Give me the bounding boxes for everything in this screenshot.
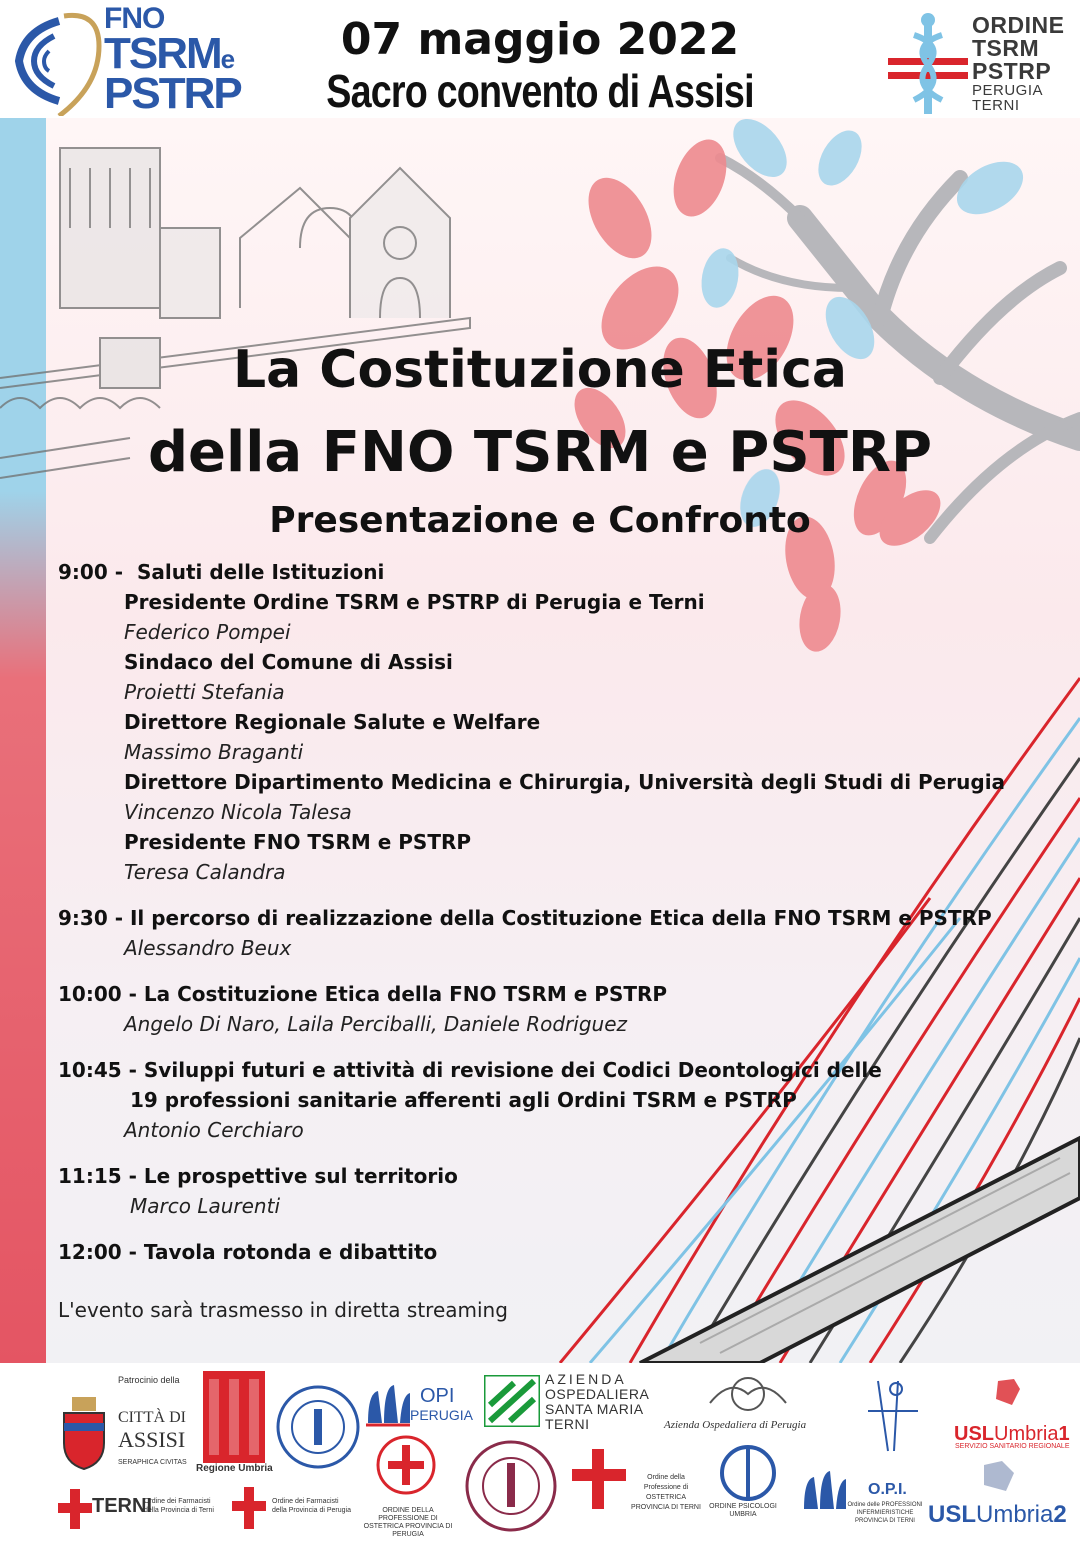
opi-perugia-1: OPI xyxy=(420,1385,455,1407)
ordine-logo-line4: PERUGIA xyxy=(972,82,1044,99)
fno-logo-text xyxy=(104,4,241,116)
title-1000: La Costituzione Etica della FNO TSRM e PSTRP xyxy=(143,982,668,1006)
farmacisti-perugia-cross-icon xyxy=(232,1487,266,1529)
usl2-c: 2 xyxy=(1053,1501,1067,1528)
psicologi-umbria-icon xyxy=(718,1443,778,1507)
azienda-line2: OSPEDALIERA xyxy=(545,1386,650,1402)
fno-logo-line2-suffix: e xyxy=(220,44,234,74)
title-930: Il percorso di realizzazione della Costituzione Etica della FNO TSRM e PSTRP xyxy=(129,906,992,930)
program-item-900 xyxy=(58,557,1058,587)
usl1-sub: SERVIZIO SANITARIO REGIONALE xyxy=(955,1443,1070,1450)
ostetrica-perugia-seal-icon xyxy=(376,1435,436,1495)
ordine-caduceus-icon xyxy=(884,10,974,115)
ordine-logo-line1: ORDINE xyxy=(972,12,1065,38)
speaker-930: Alessandro Beux xyxy=(124,936,292,960)
ordine-logo-line5: TERNI xyxy=(972,97,1020,114)
program-list xyxy=(58,557,1058,1267)
medici-terni-figure-icon xyxy=(858,1371,932,1463)
time-1045: 10:45 - xyxy=(58,1058,137,1082)
farm-perugia-label: Ordine dei Farmacisti della Provincia di Perugia xyxy=(272,1498,351,1514)
usl2-b: Umbria xyxy=(976,1501,1054,1528)
opi-perugia-hands-icon xyxy=(364,1383,412,1427)
usl-umbria2 xyxy=(928,1501,1067,1529)
azienda-terni-icon xyxy=(484,1375,540,1427)
regione-umbria-label: Regione Umbria xyxy=(196,1463,273,1474)
role-3: Direttore Regionale Salute e Welfare xyxy=(124,710,541,734)
role-5: Presidente FNO TSRM e PSTRP xyxy=(124,830,472,854)
fno-logo-line1: FNO xyxy=(104,2,165,35)
psicologi-label: ORDINE PSICOLOGI UMBRIA xyxy=(709,1503,777,1518)
usl-umbria1-map-icon xyxy=(992,1377,1022,1407)
assisi-sub: SERAPHICA CIVITAS xyxy=(118,1459,187,1466)
sponsor-logos-footer xyxy=(0,1363,1080,1541)
opi-terni-hands-icon xyxy=(800,1469,848,1513)
streaming-note: L'evento sarà trasmesso in diretta streaming xyxy=(58,1298,508,1322)
program-item-1115 xyxy=(58,1161,1058,1191)
ordine-logo-line3: PSTRP xyxy=(972,58,1052,84)
title-900: Saluti delle Istituzioni xyxy=(136,560,385,584)
terni-label: TERNI xyxy=(92,1495,152,1517)
usl-umbria2-map-icon xyxy=(978,1459,1018,1493)
speaker-1: Federico Pompei xyxy=(124,620,291,644)
program-item-1000 xyxy=(58,979,1058,1009)
usl1-a: USL xyxy=(954,1423,994,1445)
speaker-1115: Marco Laurenti xyxy=(130,1194,280,1218)
role-1: Presidente Ordine TSRM e PSTRP di Perugia e Terni xyxy=(124,590,705,614)
fno-logo-line3: PSTRP xyxy=(104,69,241,118)
role-2: Sindaco del Comune di Assisi xyxy=(124,650,453,674)
ordine-logo-text xyxy=(972,14,1064,113)
speaker-3: Massimo Braganti xyxy=(124,740,304,764)
azienda-perugia-emblem-icon xyxy=(700,1373,796,1415)
azienda-perugia-label: Azienda Ospedaliera di Perugia xyxy=(664,1419,807,1431)
program-item-1200 xyxy=(58,1237,1058,1267)
main-title-line1: La Costituzione Etica xyxy=(232,340,848,400)
ostetrica-tr-label: Ordine della Professione di OSTETRICA PROVINCIA DI TERNI xyxy=(631,1474,701,1511)
main-subtitle: Presentazione e Confronto xyxy=(269,500,811,541)
usl2-a: USL xyxy=(928,1501,976,1528)
time-1115: 11:15 - xyxy=(58,1164,137,1188)
regione-umbria-icon xyxy=(203,1371,265,1463)
assisi-crest-icon xyxy=(56,1393,112,1473)
usl1-c: 1 xyxy=(1058,1423,1070,1445)
azienda-line4: TERNI xyxy=(545,1416,590,1432)
terni-sub: Ordine dei Farmacisti della Provincia di Terni xyxy=(144,1498,214,1514)
time-900: 9:00 - xyxy=(58,560,124,584)
ordine-logo-line2: TSRM xyxy=(972,35,1040,61)
speaker-4: Vincenzo Nicola Talesa xyxy=(124,800,352,824)
speaker-1000: Angelo Di Naro, Laila Perciballi, Daniele Rodriguez xyxy=(124,1012,628,1036)
time-930: 9:30 - xyxy=(58,906,124,930)
assisi-line2: ASSISI xyxy=(118,1427,186,1452)
medici-chirurghi-perugia-seal-icon xyxy=(462,1437,560,1535)
fno-logo-line2: TSRM xyxy=(104,29,221,78)
ostetrica-terni-cross-icon xyxy=(572,1449,626,1509)
assisi-line1: CITTÀ DI xyxy=(118,1409,186,1426)
azienda-line3: SANTA MARIA xyxy=(545,1401,644,1417)
usl1-b: Umbria xyxy=(994,1423,1059,1445)
title-1045: Sviluppi futuri e attività di revisione dei Codici Deontologici delle xyxy=(143,1058,882,1082)
program-item-930 xyxy=(58,903,1058,933)
speaker-2: Proietti Stefania xyxy=(124,680,285,704)
patrocinio-label: Patrocinio della xyxy=(118,1375,180,1385)
program-item-1045 xyxy=(58,1055,1058,1085)
event-place: Sacro convento di Assisi xyxy=(326,65,754,117)
time-1200: 12:00 - xyxy=(58,1240,137,1264)
opi-terni-sub: Ordine delle PROFESSIONI INFERMIERISTICHE PROVINCIA DI TERNI xyxy=(847,1502,923,1524)
event-date: 07 maggio 2022 xyxy=(340,14,740,65)
speaker-1045: Antonio Cerchiaro xyxy=(124,1118,304,1142)
farmacisti-terni-cross-icon xyxy=(58,1489,92,1529)
time-1000: 10:00 - xyxy=(58,982,137,1006)
speaker-5: Teresa Calandra xyxy=(124,860,286,884)
main-title-line2: della FNO TSRM e PSTRP xyxy=(147,420,933,485)
title-1045-line2: 19 professioni sanitarie afferenti agli Ordini TSRM e PSTRP xyxy=(130,1088,797,1112)
opi-perugia-2: PERUGIA xyxy=(410,1407,474,1423)
ostetrica-pg-label: ORDINE DELLA PROFESSIONE DI OSTETRICA PROVINCIA DI PERUGIA xyxy=(363,1507,453,1538)
title-1115: Le prospettive sul territorio xyxy=(143,1164,458,1188)
title-1200: Tavola rotonda e dibattito xyxy=(143,1240,438,1264)
azienda-line1: AZIENDA xyxy=(545,1371,627,1387)
opi-terni-label: O.P.I. xyxy=(868,1481,907,1498)
medici-veterinari-seal-icon xyxy=(276,1385,360,1469)
role-4: Direttore Dipartimento Medicina e Chirurgia, Università degli Studi di Perugia xyxy=(124,770,1006,794)
header-bar xyxy=(0,0,1080,118)
